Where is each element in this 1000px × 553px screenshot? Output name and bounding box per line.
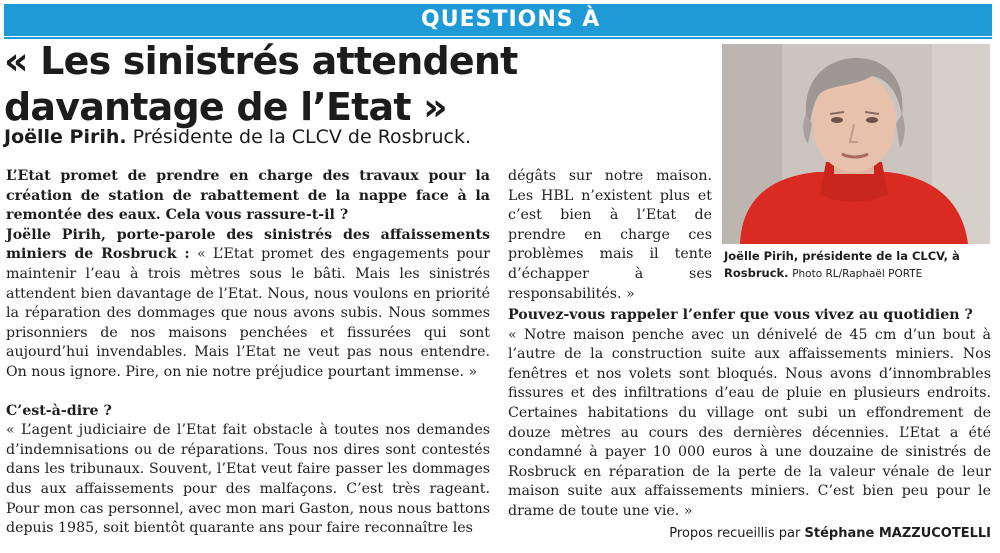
question-1: L’Etat promet de prendre en charge des travaux pour la création de station de rabattement de la nappe face à la remontée des eaux. Cela vous rassure-t-il ? <box>6 168 490 224</box>
question-2: C’est-à-dire ? <box>6 402 112 419</box>
signoff-author: Stéphane MAZZUCOTELLI <box>804 526 991 541</box>
subhead-role: Présidente de la CLCV de Rosbruck. <box>132 126 471 148</box>
answer-2-continued: dégâts sur notre maison. Les HBL n’existent plus et c’est bien à l’Etat de prendre en charge ces problèmes mais il tente d’échapper à ses responsabilités. » <box>508 168 712 302</box>
article-subhead <box>4 125 704 149</box>
article-column-middle <box>508 167 712 304</box>
article-column-left <box>6 167 490 539</box>
caption-main: Joëlle Pirih, présidente de la CLCV, à Rosbruck. <box>724 249 960 280</box>
paragraph-gap <box>6 383 490 402</box>
article-column-right <box>508 306 991 522</box>
answer-2: « L’agent judiciaire de l’Etat fait obstacle à toutes nos demandes d’indemnisations ou de réparations. Tous nos dires sont contestés dans les tribunaux. Souvent, l’Etat veut faire passer les dommages dus aux affaissements pour des malfaçons. C’est très rageant. Pour mon cas personnel, avec mon mari Gaston, nous nous battons depuis 1985, soit bientôt quarante ans pour faire reconnaître les <box>6 422 490 537</box>
article-signoff <box>600 524 991 544</box>
portrait-photo <box>722 44 990 244</box>
subhead-name: Joëlle Pirih. <box>4 126 127 148</box>
answer-1 <box>6 226 490 383</box>
answer-1-text: « L’Etat promet des engagements pour maintenir l’eau à trois mètres sous le bâti. Mais les sinistrés attendent bien davantage de l’Etat. Nous, nous voulons en priorité la réparation des dommages que nous avons subis. Nous sommes prisonniers de nos maisons penchées et fissurées qui sont aujourd’hui invendables. Mais l’Etat ne veut pas nous entendre. On nous ignore. Pire, on nie notre préjudice pourtant immense. » <box>6 246 490 380</box>
question-3: Pouvez-vous rappeler l’enfer que vous vivez au quotidien ? <box>508 307 973 323</box>
caption-credit: Photo RL/Raphaël PORTE <box>792 268 923 280</box>
section-kicker: QUESTIONS À <box>421 7 601 32</box>
photo-caption <box>724 248 992 283</box>
portrait-illustration <box>722 44 990 244</box>
answer-3: « Notre maison penche avec un dénivelé de 45 cm d’un bout à l’autre de la construction suite aux affaissements miniers. Nos fenêtres et nos volets sont bloqués. Nous avons d’innombrables fissures et des infiltrations d’eau de pluie en plusieurs endroits. Certaines habitations du village ont subi un effondrement de douze mètres au cours des dernières décennies. L’Etat a été condamné à payer 10 000 euros à une douzaine de sinistrés de Rosbruck en réparation de la perte de la valeur vénale de leur maison suite aux affaissements miniers. C’est bien peu pour le drame de toute une vie. » <box>508 326 991 519</box>
answer-1-speaker: Joëlle Pirih, porte-parole des sinistrés des affaissements miniers de Rosbruck : <box>6 226 490 263</box>
section-banner <box>4 4 992 36</box>
signoff-prefix: Propos recueillis par <box>669 526 801 541</box>
article-headline: « Les sinistrés attendent davantage de l’Etat » <box>4 39 518 129</box>
